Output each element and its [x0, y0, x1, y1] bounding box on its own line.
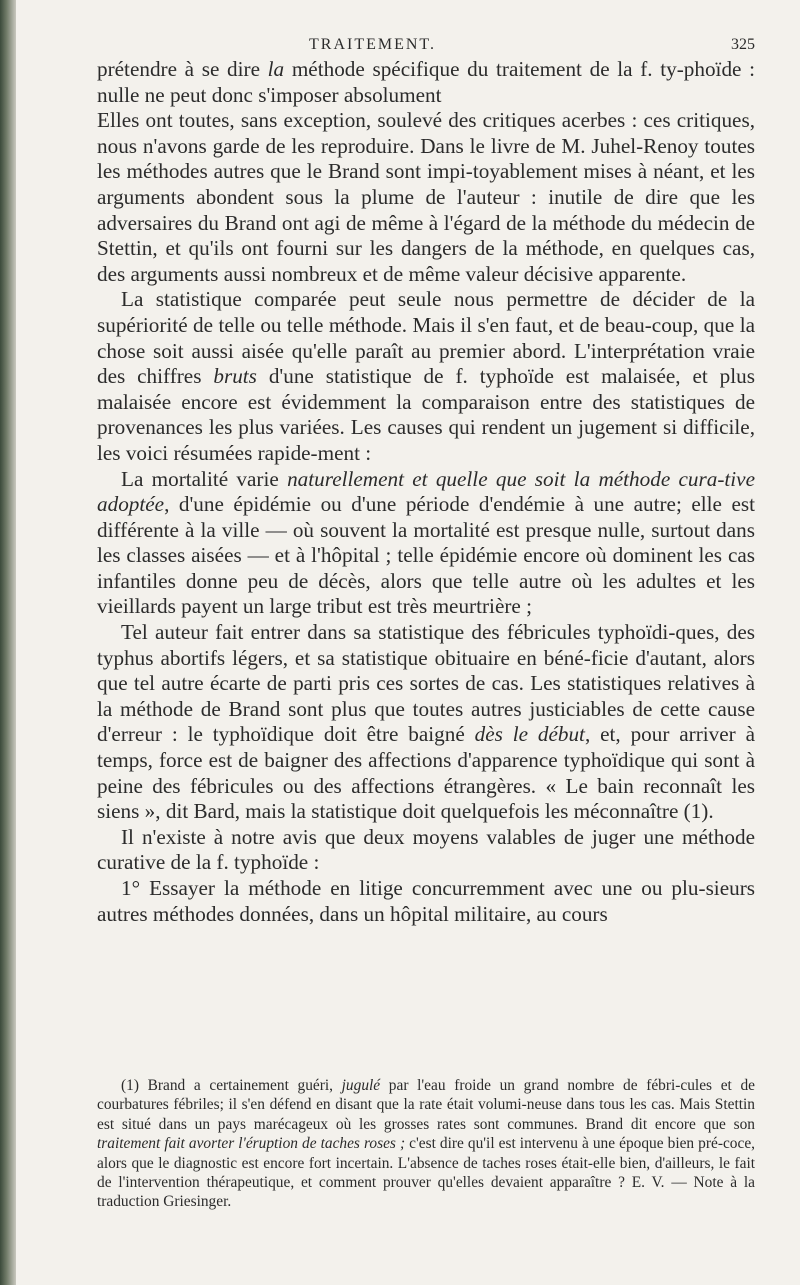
text-run: La mortalité varie [121, 466, 288, 491]
paragraph [97, 287, 755, 466]
running-head-title: TRAITEMENT. [309, 36, 437, 53]
text-run: par l'eau froide un grand nombre de fébri-cules et de courbatures fébriles; il s'en défend en disant que la rate était volumi-neuse dans tous les cas. Mais Stettin est situé dans un pays marécageux où les grosses rates sont communes. Brand dit encore que son [97, 1077, 755, 1133]
italic-text: jugulé [341, 1077, 381, 1094]
text-run: Tel auteur fait entrer dans sa statistique des fébricules typhoïdi-ques, des typhus abortifs légers, et sa statistique obituaire en béné-ficie d'autant, alors que tel autre écarte de parti pris ces sortes de cas. Les statistiques relatives à la méthode de Brand sont plus que toutes autres justiciables de cette cause d'erreur : le typhoïdique doit être baigné [97, 620, 755, 747]
book-binding-edge [0, 0, 16, 1285]
text-run: méthode spécifique du traitement de la f. ty-phoïde : nulle ne peut donc s'imposer absolument [97, 57, 755, 107]
footnotes [97, 1076, 755, 1212]
text-run: , d'une épidémie ou d'une période d'endémie à une autre; elle est différente à la ville — où souvent la mortalité est presque nulle, surtout dans les classes aisées — et à l'hôpital ; telle épidémie encore où dominent les cas infantiles donne peu de décès, alors que telle autre où les adultes et les vieillards payent un large tribut est très meurtrière ; [97, 492, 755, 619]
paragraph [97, 108, 755, 287]
paragraph [97, 467, 755, 621]
paragraph [97, 57, 755, 108]
italic-text: dès le début [474, 722, 585, 747]
footnote [97, 1076, 755, 1212]
text-run: d'une statistique de f. typhoïde est malaisée, et plus malaisée encore est évidemment la comparaison entre des statistiques de provenances les plus variées. Les causes qui rendent un jugement si difficile, les voici résumées rapide-ment : [97, 364, 755, 465]
italic-text: traitement fait avorter l'éruption de taches roses ; [97, 1135, 406, 1153]
italic-text: la [267, 57, 285, 81]
text-run: Elles ont toutes, sans exception, soulevé des critiques acerbes : ces critiques, nous n'avons garde de les reproduire. Dans le livre de M. Juhel-Renoy toutes les méthodes autres que le Brand sont impi-toyablement mises à néant, et les arguments abondent sous la plume de l'auteur : inutile de dire que les adversaires du Brand ont agi de même à l'égard de la méthode du médecin de Stettin, et qu'ils ont fourni sur les dangers de la méthode, en quelques cas, des arguments aussi nombreux et de même valeur décisive apparente. [97, 108, 755, 286]
page-number: 325 [731, 36, 755, 53]
book-page [97, 0, 755, 1285]
text-run: (1) Brand a certainement guéri, [121, 1077, 342, 1094]
paragraph [97, 620, 755, 825]
text-run: Il n'existe à notre avis que deux moyens valables de juger une méthode curative de la f. typhoïde : [97, 824, 755, 875]
paragraph [97, 876, 755, 927]
text-run: 1° Essayer la méthode en litige concurremment avec une ou plu-sieurs autres méthodes données, dans un hôpital militaire, au cours [97, 876, 755, 926]
text-run: c'est dire qu'il est intervenu à une époque bien pré-coce, alors que le diagnostic est encore fort incertain. L'absence de taches roses était-elle bien, d'ailleurs, le fait de l'intervention thérapeutique, et comment prouver qu'elles devaient apparaître ? E. V. — Note à la traduction Griesinger. [97, 1135, 755, 1211]
italic-text: naturellement et quelle que soit la méthode cura-tive adoptée [97, 466, 755, 517]
body-text [97, 57, 755, 927]
text-run: , et, pour arriver à temps, force est de baigner des affections d'apparence typhoïdique qui sont à peine des fébricules ou des affections étrangères. « Le bain reconnaît les siens », dit Bard, mais la statistique doit quelquefois les méconnaître (1). [97, 722, 755, 824]
text-run: La statistique comparée peut seule nous permettre de décider de la supériorité de telle ou telle méthode. Mais il s'en faut, et de beau-coup, que la chose soit aussi aisée qu'elle paraît au premier abord. L'interprétation vraie des chiffres [97, 287, 755, 389]
paragraph [97, 825, 755, 876]
italic-text: bruts [213, 364, 257, 389]
text-run: prétendre à se dire [97, 57, 268, 81]
